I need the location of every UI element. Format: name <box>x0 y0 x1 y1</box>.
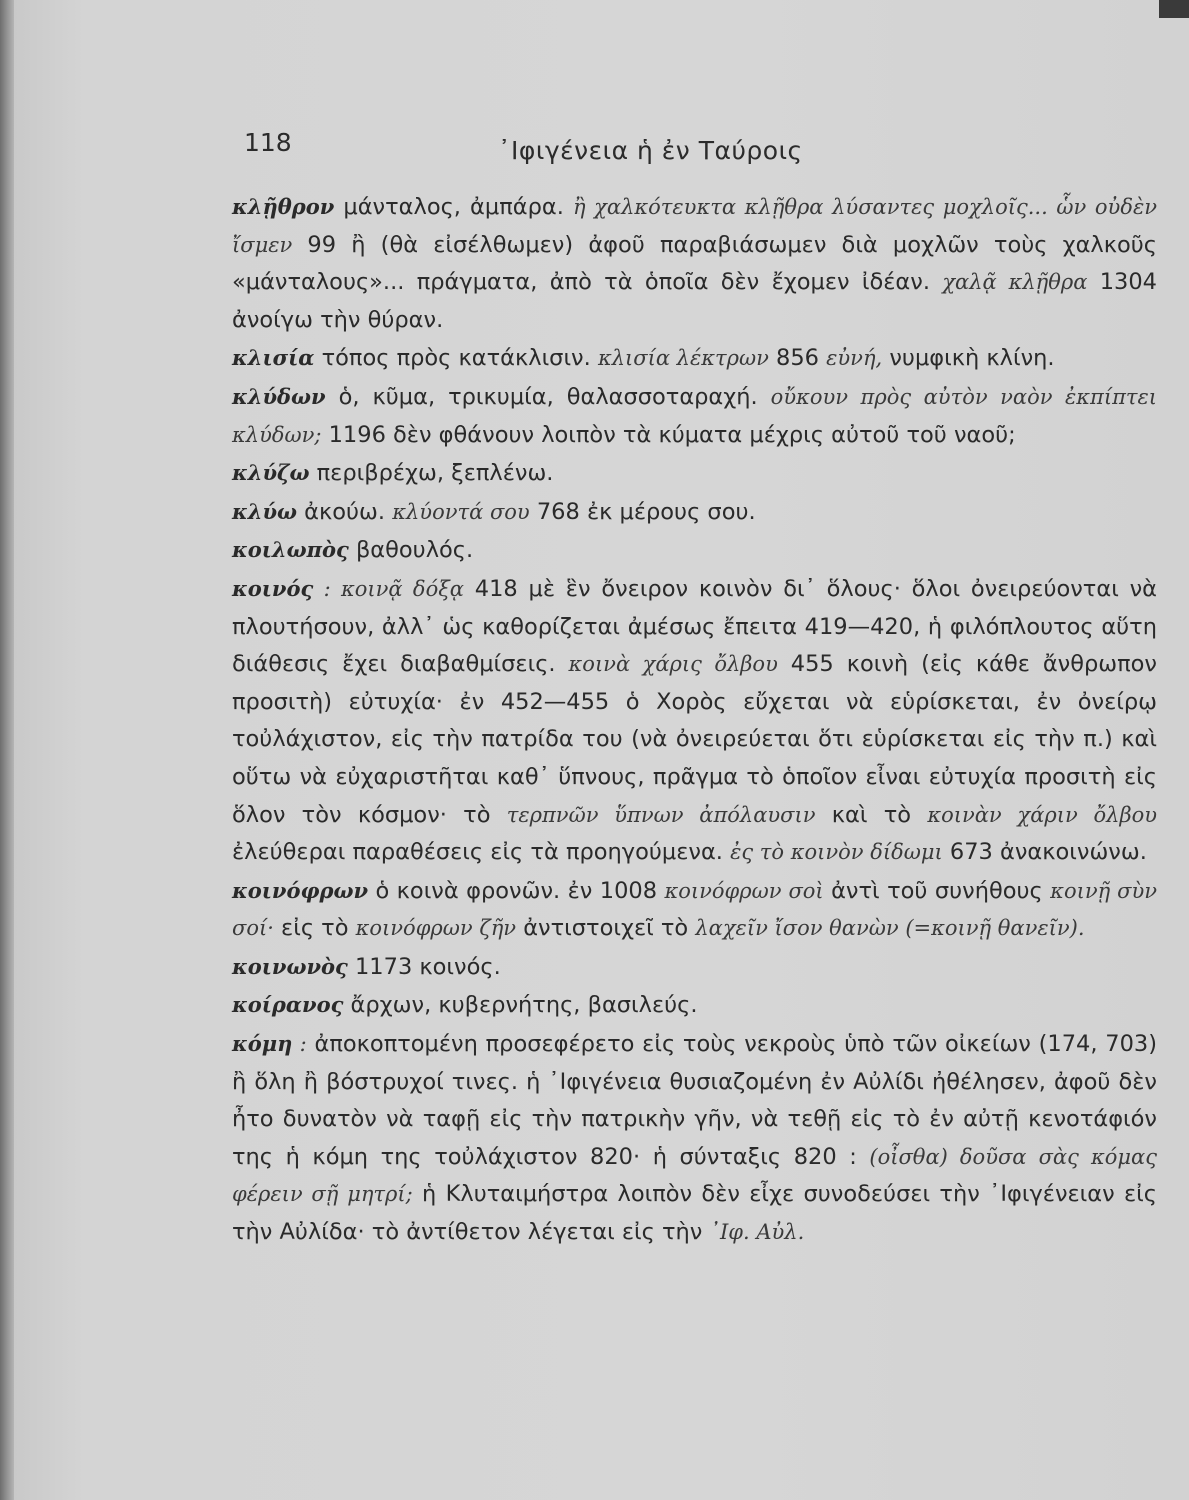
entry-lemma: κόμη <box>232 1031 293 1057</box>
entry-text: 856 <box>768 345 827 372</box>
entry-text: μάνταλος, ἀμπάρα. <box>334 194 573 220</box>
ancient-greek-quote: ἐς τὸ κοινὸν δίδωμι <box>730 840 943 865</box>
entry-text: ἀκούω. <box>297 498 393 525</box>
entry-text: ἐλεύθεραι παραθέσεις εἰς τὰ προηγούμενα. <box>232 839 731 866</box>
entry-text: ὁ, κῦμα, τρικυμία, θαλασσοταραχή. <box>325 383 771 410</box>
ancient-greek-quote: τερπνῶν ὕπνων ἀπόλαυσιν <box>506 802 816 827</box>
glossary-entry <box>232 188 1157 339</box>
entry-lemma: κλύδων <box>232 383 326 409</box>
entry-text: 1196 δὲν φθάνουν λοιπὸν τὰ κύματα μέχρις αὐτοῦ τοῦ ναοῦ; <box>321 421 1016 448</box>
entry-text: ἀντιστοιχεῖ τὸ <box>516 915 696 942</box>
entry-text: βαθουλός. <box>348 537 474 564</box>
entry-lemma: κλύω <box>232 498 298 524</box>
entry-text: νυμφικὴ κλίνη. <box>882 345 1055 372</box>
entry-text: ἀντὶ τοῦ συνήθους <box>823 877 1051 904</box>
entry-text: καὶ τὸ <box>815 801 928 828</box>
entry-text: 1173 κοινός. <box>347 953 501 980</box>
ancient-greek-quote: : κοινᾷ δόξᾳ <box>313 576 464 601</box>
page-number: 118 <box>244 128 292 157</box>
glossary-entry <box>232 531 1157 570</box>
entry-lemma: κοινόφρων <box>232 877 369 903</box>
entry-text: ἄρχων, κυβερνήτης, βασιλεύς. <box>343 992 698 1019</box>
ancient-greek-quote: εὐνή, <box>826 346 883 371</box>
entry-text: 99 ἢ (θὰ εἰσέλθωμεν) ἀφοῦ παραβιάσωμεν διὰ μοχλῶν τοὺς χαλκοῦς «μάνταλους»... πράγματα, ἀπὸ τὰ ὁποῖα δὲν ἔχομεν ἰδέαν. <box>232 231 1157 296</box>
ancient-greek-quote: ᾿Ιφ. Αὐλ. <box>709 1220 805 1245</box>
ancient-greek-quote: κοινόφρων ζῆν <box>355 916 517 941</box>
ancient-greek-quote: ἢ χαλκότευκτα κλῇθρα λύσαντες μοχλοῖς... ὧν οὐδὲν ἴσμεν <box>232 195 1157 257</box>
glossary-entry <box>232 986 1157 1025</box>
entry-text: ὁ κοινὰ φρονῶν. ἐν 1008 <box>368 877 665 904</box>
ancient-greek-quote: κοινὰ χάρις ὄλβου <box>568 652 778 677</box>
glossary-entry <box>232 1025 1157 1252</box>
page-header <box>228 128 988 168</box>
ancient-greek-quote: χαλᾷ κλῇθρα <box>942 270 1088 295</box>
scan-corner-shadow <box>1159 0 1189 18</box>
ancient-greek-quote: κλισία λέκτρων <box>597 346 769 371</box>
entry-text: τόπος πρὸς κατάκλισιν. <box>314 345 598 372</box>
glossary-entry <box>232 454 1157 493</box>
entry-text: 418 μὲ ἓν ὄνειρον κοινὸν δι᾿ ὅλους· ὅλοι ὀνειρεύονται νὰ πλουτήσουν, ἀλλ᾿ ὡς καθορίζεται ἀμέσως ἔπειτα 419—420, ἡ φιλόπλουτος αὕτη διάθεσις ἔχει διαβαθμίσεις. <box>232 575 1158 678</box>
ancient-greek-quote: λαχεῖν ἴσον θανὼν (=κοινῇ θανεῖν). <box>695 916 1085 941</box>
ancient-greek-quote: οὔκουν πρὸς αὐτὸν ναὸν ἐκπίπτει κλύδων; <box>232 384 1157 447</box>
entry-text: 455 κοινὴ (εἰς κάθε ἄνθρωπον προσιτὴ) εὐτυχία· ἐν 452—455 ὁ Χορὸς εὔχεται νὰ εὑρίσκεται, ἐν ὀνείρῳ τοὐλάχιστον, εἰς τὴν πατρίδα του (νὰ ὀνειρεύεται ὅτι εὑρίσκεται εἰς τὴν π.) καὶ οὕτω νὰ εὐχαριστῆται καθ᾿ ὕπνους, πρᾶγμα τὸ ὁποῖον εἶναι εὐτυχία προσιτὴ εἰς ὅλον τὸν κόσμον· τὸ <box>232 651 1157 828</box>
entry-text: περιβρέχω, ξεπλένω. <box>309 460 554 487</box>
entry-lemma: κλύζω <box>232 460 310 486</box>
entry-lemma: κοίρανος <box>232 992 344 1018</box>
entry-text: 1304 ἀνοίγω τὴν θύραν. <box>232 269 1158 333</box>
glossary-entry <box>232 570 1157 872</box>
entry-text: 768 ἐκ μέρους σου. <box>529 498 756 525</box>
glossary-entry <box>232 493 1157 532</box>
entry-text: εἰς τὸ <box>273 915 356 942</box>
glossary-entry <box>232 339 1157 378</box>
running-title: ᾿Ιφιγένεια ἡ ἐν Ταύροις <box>498 136 803 165</box>
entry-text: ἡ Κλυταιμήστρα λοιπὸν δὲν εἶχε συνοδεύσει τὴν ᾿Ιφιγένειαν εἰς τὴν Αὐλίδα· τὸ ἀντίθετον λέγεται εἰς τὴν <box>232 1181 1158 1246</box>
entry-lemma: κοινωνὸς <box>232 953 348 979</box>
ancient-greek-quote: κοινῇ σὺν σοί· <box>232 878 1157 941</box>
entry-text: ἀποκοπτομένη προσεφέρετο εἰς τοὺς νεκροὺς ὑπὸ τῶν οἰκείων (174, 703) ἢ ὅλη ἢ βόστρυχοί τινες. ἡ ᾿Ιφιγένεια θυσιαζομένη ἐν Αὐλίδι ἠθέλησεν, ἀφοῦ δὲν ἦτο δυνατὸν νὰ ταφῇ εἰς τὴν πατρικὴν γῆν, νὰ τεθῇ εἰς τὸ ἐν αὐτῇ κενοτάφιόν της ἡ κόμη της τοὐλάχιστον 820· ἡ σύνταξις 820 : <box>232 1031 1157 1170</box>
entry-lemma: κλισία <box>232 345 315 371</box>
entry-lemma: κοινός <box>232 575 314 601</box>
entry-text: 673 ἀνακοινώνω. <box>942 839 1147 866</box>
ancient-greek-quote: κλύοντά σου <box>392 499 530 524</box>
ancient-greek-quote: : <box>292 1032 307 1057</box>
ancient-greek-quote: (οἶσθα) δοῦσα σὰς κόμας φέρειν σῇ μητρί; <box>232 1144 1157 1207</box>
ancient-greek-quote: κοινὰν χάριν ὄλβου <box>927 802 1158 827</box>
ancient-greek-quote: κοινόφρων σοὶ <box>664 878 824 903</box>
glossary-entry <box>232 872 1157 948</box>
entry-lemma: κλῇθρον <box>232 194 335 219</box>
entry-lemma: κοιλωπὸς <box>232 537 349 563</box>
glossary-body <box>232 188 1157 1252</box>
glossary-entry <box>232 378 1157 454</box>
glossary-entry <box>232 948 1157 987</box>
book-spine-edge <box>0 0 14 1500</box>
